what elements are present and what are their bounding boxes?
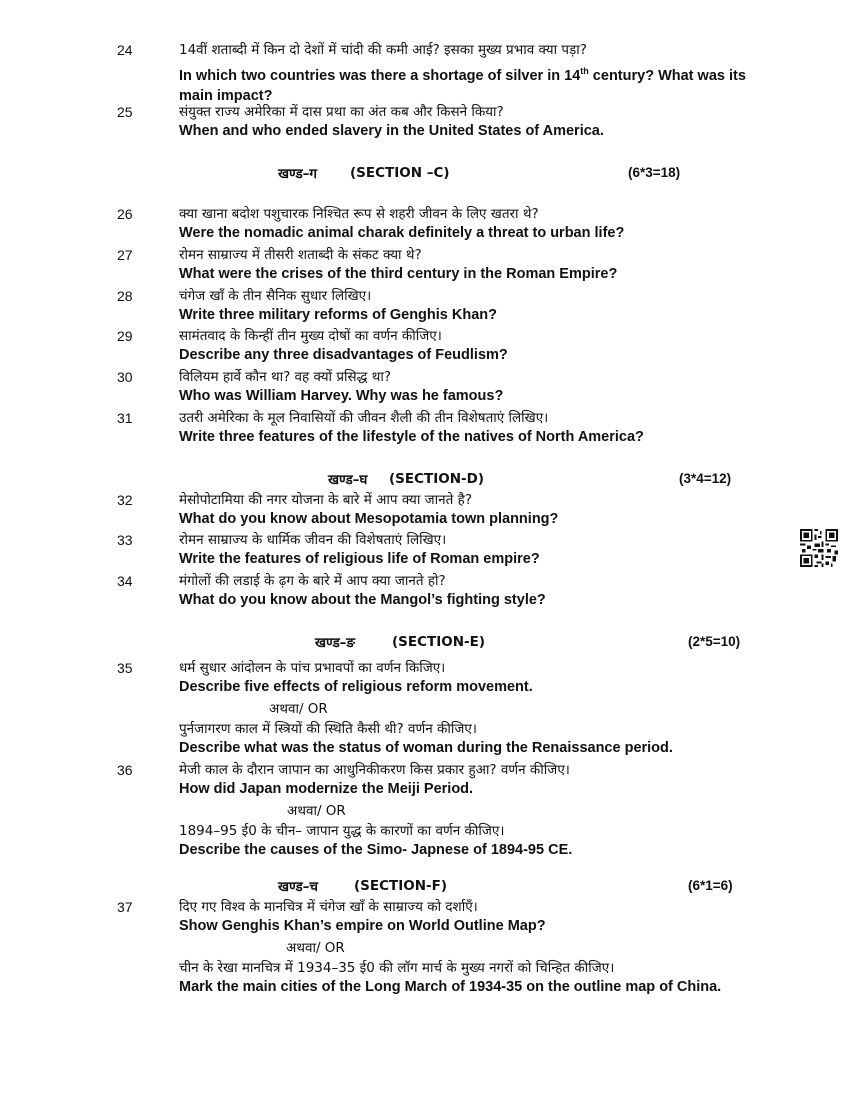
section-d-hindi: खण्ड–घ xyxy=(328,472,368,488)
question-number: 24 xyxy=(117,42,133,58)
question-number: 33 xyxy=(117,532,133,548)
question-hindi: रोमन साम्राज्य में तीसरी शताब्दी के संकट क्या थे? xyxy=(179,247,422,263)
or-label: अथवा/ OR xyxy=(287,803,346,819)
question-hindi: 14वीं शताब्दी में किन दो देशों में चांदी की कमी आई? इसका मुख्य प्रभाव क्या पड़ा? xyxy=(179,42,587,58)
question-number: 26 xyxy=(117,206,133,222)
question-number: 36 xyxy=(117,762,133,778)
question-hindi: रोमन साम्राज्य के धार्मिक जीवन की विशेषताएं लिखिए। xyxy=(179,532,447,548)
question-english: Who was William Harvey. Why was he famous? xyxy=(179,388,504,404)
question-number: 28 xyxy=(117,288,133,304)
question-number: 37 xyxy=(117,899,133,915)
or-label: अथवा/ OR xyxy=(286,940,345,956)
section-d-heading: (SECTION-D) xyxy=(389,471,485,487)
section-f-marks: (6*1=6) xyxy=(688,878,733,893)
question-number: 32 xyxy=(117,492,133,508)
question-hindi: क्या खाना बदोश पशुचारक निश्चित रूप से शहरी जीवन के लिए खतरा थे? xyxy=(179,206,539,222)
section-f-hindi: खण्ड–च xyxy=(278,879,319,895)
alternate-question-english: Describe what was the status of woman during the Renaissance period. xyxy=(179,740,673,756)
question-number: 30 xyxy=(117,369,133,385)
question-english: Write three features of the lifestyle of the natives of North America? xyxy=(179,429,644,445)
question-hindi: दिए गए विश्व के मानचित्र में चंगेज खाँ के साम्राज्य को दर्शाएँ। xyxy=(179,899,478,915)
question-number: 27 xyxy=(117,247,133,263)
question-english: Describe five effects of religious reform movement. xyxy=(179,679,533,695)
question-hindi: चंगेज खाँ के तीन सैनिक सुधार लिखिए। xyxy=(179,288,372,304)
section-c-marks: (6*3=18) xyxy=(628,165,681,180)
question-number: 25 xyxy=(117,104,133,120)
question-english: Write the features of religious life of Roman empire? xyxy=(179,551,540,567)
section-e-hindi: खण्ड–ङ xyxy=(315,635,356,651)
alternate-question-hindi: 1894–95 ई0 के चीन– जापान युद्ध के कारणों का वर्णन कीजिए। xyxy=(179,823,505,839)
question-number: 29 xyxy=(117,328,133,344)
alternate-question-hindi: चीन के रेखा मानचित्र में 1934–35 ई0 की लॉग मार्च के मुख्य नगरों को चिन्हित कीजिए। xyxy=(179,960,615,976)
alternate-question-english: Mark the main cities of the Long March of 1934-35 on the outline map of China. xyxy=(179,979,722,995)
question-english: When and who ended slavery in the United States of America. xyxy=(179,123,604,139)
section-f-heading: (SECTION-F) xyxy=(354,878,448,894)
question-hindi: मंगोलों की लडाई के ढ़ग के बारे में आप क्या जानते हो? xyxy=(179,573,446,589)
question-english: What were the crises of the third century in the Roman Empire? xyxy=(179,266,618,282)
question-hindi: विलियम हार्वे कौन था? वह क्यों प्रसिद्ध था? xyxy=(179,369,392,385)
question-english: Describe any three disadvantages of Feudlism? xyxy=(179,347,508,363)
question-hindi: सामंतवाद के किन्हीं तीन मुख्य दोषों का वर्णन कीजिए। xyxy=(179,328,442,344)
or-label: अथवा/ OR xyxy=(269,701,328,717)
question-english: Show Genghis Khan’s empire on World Outline Map? xyxy=(179,918,546,934)
question-number: 35 xyxy=(117,660,133,676)
section-d-marks: (3*4=12) xyxy=(679,471,732,486)
question-hindi: मेजी काल के दौरान जापान का आधुनिकीकरण किस प्रकार हुआ? वर्णन कीजिए। xyxy=(179,762,570,778)
question-number: 34 xyxy=(117,573,133,589)
question-english: What do you know about Mesopotamia town planning? xyxy=(179,511,559,527)
qr-code-icon xyxy=(800,529,838,567)
question-hindi: उतरी अमेरिका के मूल निवासियों की जीवन शैली की तीन विशेषताएं लिखिए। xyxy=(179,410,549,426)
question-hindi: मेसोपोटामिया की नगर योजना के बारे में आप क्या जानते है? xyxy=(179,492,472,508)
question-number: 31 xyxy=(117,410,133,426)
section-c-heading: (SECTION –C) xyxy=(350,165,450,181)
question-hindi: धर्म सुधार आंदोलन के पांच प्रभावपों का वर्णन किजिए। xyxy=(179,660,446,676)
section-e-marks: (2*5=10) xyxy=(688,634,741,649)
question-english: How did Japan modernize the Meiji Period. xyxy=(179,781,474,797)
question-english: Write three military reforms of Genghis Khan? xyxy=(179,307,497,323)
question-english: Were the nomadic animal charak definitely a threat to urban life? xyxy=(179,225,625,241)
section-e-heading: (SECTION-E) xyxy=(392,634,486,650)
question-english: In which two countries was there a shortage of silver in 14th century? What was its main impact? xyxy=(179,66,746,104)
section-c-hindi: खण्ड–ग xyxy=(278,166,318,182)
question-english: What do you know about the Mangol’s fighting style? xyxy=(179,592,546,608)
alternate-question-hindi: पुर्नजागरण काल में स्त्रियों की स्थिति कैसी थी? वर्णन कीजिए। xyxy=(179,721,477,737)
alternate-question-english: Describe the causes of the Simo- Japnese of 1894-95 CE. xyxy=(179,842,573,858)
question-hindi: संयुक्त राज्य अमेरिका में दास प्रथा का अंत कब और किसने किया? xyxy=(179,104,504,120)
